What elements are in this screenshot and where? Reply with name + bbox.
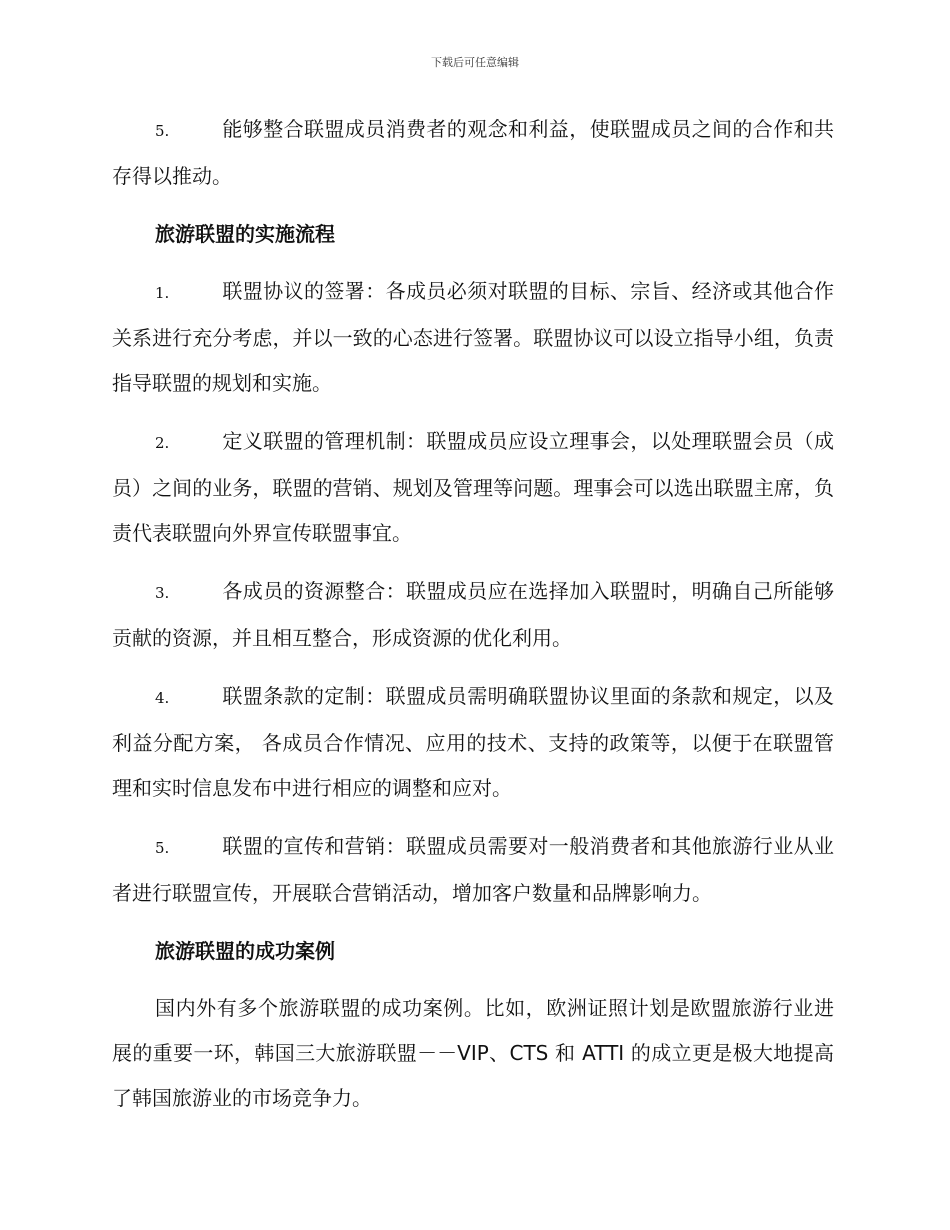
- list-number: 3.: [155, 584, 170, 602]
- list-number: 2.: [155, 434, 170, 452]
- list-item-text: 联盟的宣传和营销：联盟成员需要对一般消费者和其他旅游行业从业者进行联盟宣传，开展联合营销活动，增加客户数量和品牌影响力。: [112, 834, 834, 905]
- list-item: [112, 269, 834, 406]
- list-item-text: 各成员的资源整合：联盟成员应在选择加入联盟时，明确自己所能够贡献的资源，并且相互整合，形成资源的优化利用。: [112, 579, 834, 650]
- section-heading-implementation: 旅游联盟的实施流程: [155, 222, 335, 246]
- list-number: 5.: [155, 122, 170, 140]
- success-cases-paragraph: 国内外有多个旅游联盟的成功案例。比如，欧洲证照计划是欧盟旅游行业进展的重要一环，韩国三大旅游联盟－－VIP、CTS 和 ATTI 的成立更是极大地提高了韩国旅游业的市场竞争力。: [112, 996, 834, 1110]
- list-number: 1.: [155, 284, 170, 302]
- list-number: 4.: [155, 689, 170, 707]
- list-number: 5.: [155, 839, 170, 857]
- page-header: 下载后可任意编辑: [431, 56, 519, 69]
- list-item-text: 联盟协议的签署：各成员必须对联盟的目标、宗旨、经济或其他合作关系进行充分考虑，并以一致的心态进行签署。联盟协议可以设立指导小组，负责指导联盟的规划和实施。: [112, 279, 834, 395]
- section-heading-success-cases: 旅游联盟的成功案例: [155, 939, 335, 963]
- list-item-text: 联盟条款的定制：联盟成员需明确联盟协议里面的条款和规定，以及利益分配方案， 各成员合作情况、应用的技术、支持的政策等，以便于在联盟管理和实时信息发布中进行相应的调整和应对。: [112, 684, 834, 800]
- list-item: [112, 824, 834, 916]
- document-body: [112, 107, 834, 1121]
- list-item-text: 定义联盟的管理机制：联盟成员应设立理事会，以处理联盟会员（成员）之间的业务，联盟的营销、规划及管理等问题。理事会可以选出联盟主席，负责代表联盟向外界宣传联盟事宜。: [112, 429, 834, 545]
- list-item-text: 能够整合联盟成员消费者的观念和利益，使联盟成员之间的合作和共存得以推动。: [112, 117, 834, 188]
- list-item: [112, 419, 834, 556]
- list-item: [112, 107, 834, 199]
- list-item: [112, 569, 834, 661]
- list-item: [112, 674, 834, 811]
